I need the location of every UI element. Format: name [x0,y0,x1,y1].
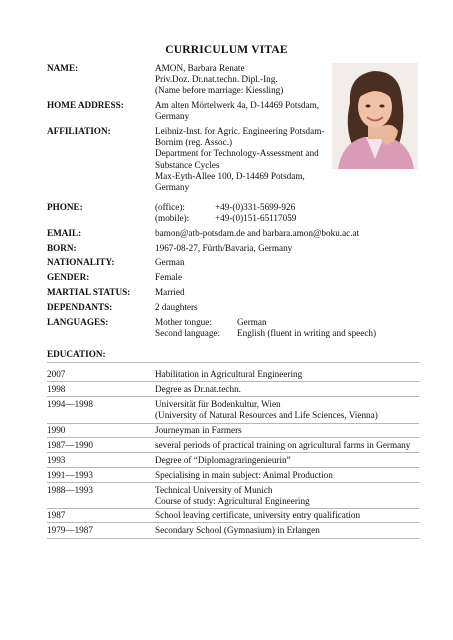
phone-label: PHONE: [47,202,83,212]
phone-value [155,202,417,224]
education-year: 1990 [47,425,66,435]
affiliation-label: AFFILIATION: [47,126,111,136]
education-description [155,384,430,395]
education-line: School leaving certificate, university entry qualification [155,510,361,520]
education-description [155,510,430,521]
divider [47,482,419,483]
gender-value [155,272,417,283]
education-year: 1998 [47,384,66,394]
divider [47,437,419,438]
education-year: 1987—1990 [47,440,93,450]
name-value [155,63,417,97]
education-line: Journeyman in Farmers [155,425,242,435]
education-year: 1988—1993 [47,485,93,495]
education-description [155,425,430,436]
phone-type: (mobile): [155,213,190,224]
affiliation-line: Bornim (reg. Assoc.) [155,137,233,148]
education-year: 1991—1993 [47,470,93,480]
affiliation-line: Department for Technology-Assessment and [155,148,319,159]
education-description [155,525,430,536]
home-address-value [155,100,417,122]
education-label: EDUCATION: [47,349,106,359]
education-line: Universität für Bodenkultur, Wien [155,399,281,409]
education-line: Habilitation in Agricultural Engineering [155,369,303,379]
email-label: EMAIL: [47,228,82,238]
address-line: Germany [155,111,190,122]
education-line: several periods of practical training on agricultural farms in Germany [155,440,411,450]
marital-status-value [155,287,417,298]
name-line: Priv.Doz. Dr.nat.techn. Dipl.-Ing. [155,74,278,85]
born-label: BORN: [47,243,77,253]
address-line: Am alten Mörtelwerk 4a, D-14469 Potsdam, [155,100,320,110]
divider [47,381,419,382]
divider [47,452,419,453]
education-line: Course of study: Agricultural Engineering [155,496,310,507]
education-year: 1993 [47,455,66,465]
education-line: Secondary School (Gymnasium) in Erlangen [155,525,320,535]
nationality-label: NATIONALITY: [47,257,115,267]
phone-type: (office): [155,202,185,212]
born-value [155,243,417,254]
name-line: (Name before marriage: Kiessling) [155,85,284,96]
gender-label: GENDER: [47,272,90,282]
education-year: 1979—1987 [47,525,93,535]
divider [47,522,419,523]
divider [47,362,419,363]
divider [47,538,419,539]
education-line: Degree as Dr.nat.techn. [155,384,241,394]
language-type: Second language: [155,328,221,339]
education-description [155,399,430,421]
page-title: CURRICULUM VITAE [165,44,288,56]
divider [47,396,419,397]
marital-status-label: MARTIAL STATUS: [47,287,131,297]
phone-number: +49-(0)331-5699-926 [215,202,296,212]
email-text: bamon@atb-potsdam.de and barbara.amon@boku.ac.at [155,228,360,238]
name-line: AMON, Barbara Renate [155,63,245,73]
marital-status-text: Married [155,287,185,297]
education-year: 1994—1998 [47,399,93,409]
divider [47,423,419,424]
phone-number: +49-(0)151-65117059 [215,213,297,224]
education-description [155,470,430,481]
languages-label: LANGUAGES: [47,317,109,327]
born-text: 1967-08-27, Fürth/Bavaria, Germany [155,243,293,253]
dependants-label: DEPENDANTS: [47,302,113,312]
affiliation-line: Substance Cycles [155,159,220,170]
education-year: 1987 [47,510,66,520]
home-address-label: HOME ADDRESS: [47,100,124,110]
education-line: Technical University of Munich [155,485,273,495]
divider [47,508,419,509]
dependants-value [155,302,417,313]
education-description [155,485,430,507]
language-value: English (fluent in writing and speech) [237,328,377,339]
education-line: Specialising in main subject: Animal Production [155,470,333,480]
language-type: Mother tongue: [155,317,212,327]
gender-text: Female [155,272,183,282]
affiliation-line: Max-Eyth-Allee 100, D-14469 Potsdam, [155,170,305,181]
nationality-value [155,257,417,268]
affiliation-line: Germany [155,182,190,193]
nationality-text: German [155,257,185,267]
education-description [155,369,430,380]
education-year: 2007 [47,369,66,379]
name-label: NAME: [47,63,79,73]
education-line: (University of Natural Resources and Life Sciences, Vienna) [155,410,378,421]
education-description [155,440,430,451]
language-value: German [237,317,267,327]
education-description [155,455,430,466]
affiliation-line: Leibniz-Inst. for Agric. Engineering Potsdam- [155,126,325,136]
email-value [155,228,417,239]
education-line: Degree of “Diplomagraringenieurin” [155,455,291,465]
languages-value [155,317,417,339]
dependants-text: 2 daughters [155,302,198,312]
affiliation-value [155,126,417,193]
divider [47,467,419,468]
